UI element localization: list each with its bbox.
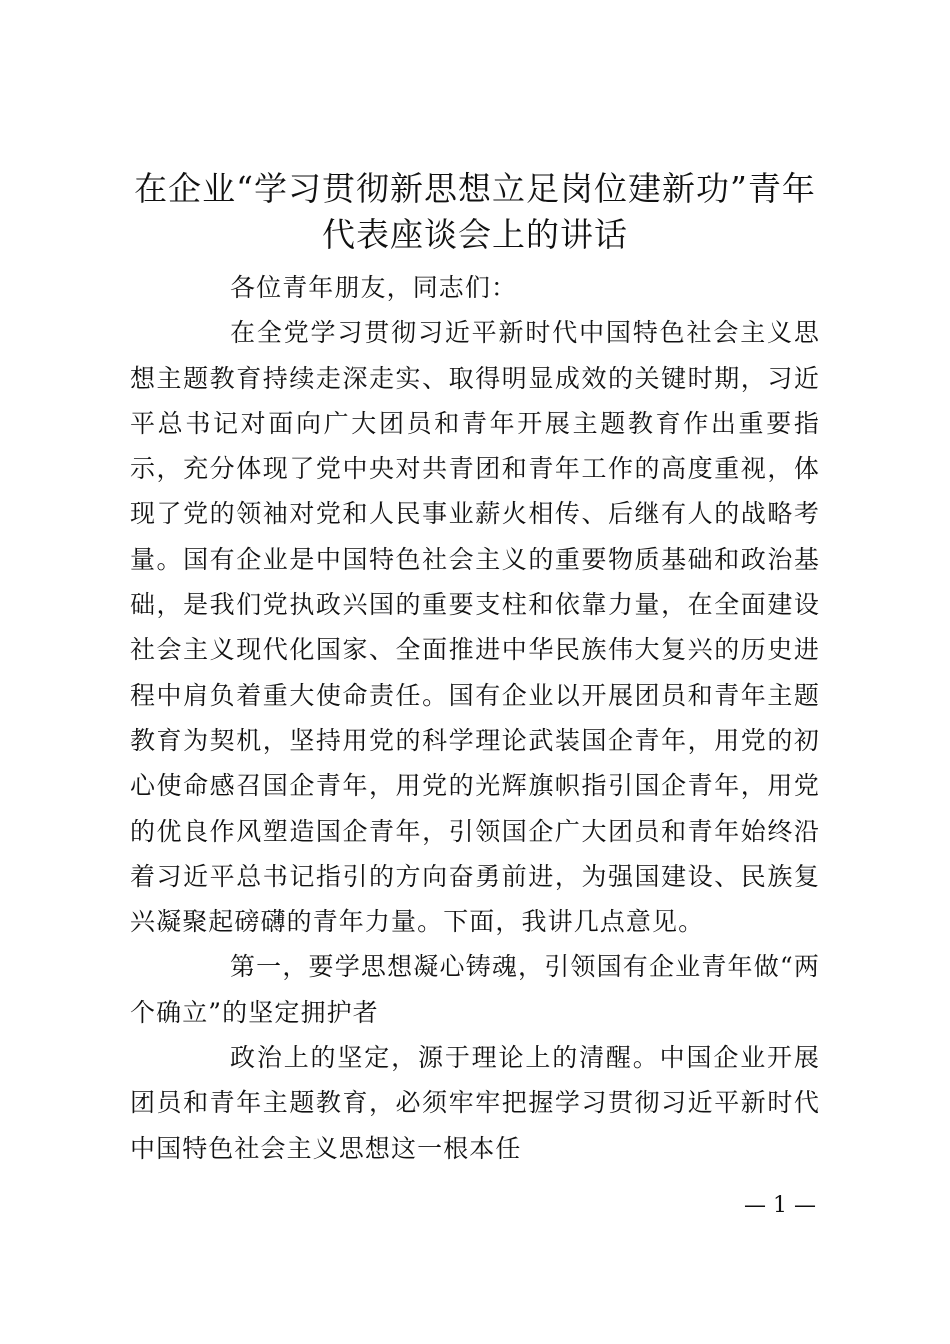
section-heading-1: 第一，要学思想凝心铸魂，引领国有企业青年做“两个确立”的坚定拥护者	[130, 952, 820, 1027]
paragraph-section-1: 政治上的坚定，源于理论上的清醒。中国企业开展团员和青年主题教育，必须牢牢把握学习贯彻习近平新时代中国特色社会主义思想这一根本任	[130, 1043, 820, 1163]
document-body	[130, 265, 820, 1171]
paragraph-intro: 在全党学习贯彻习近平新时代中国特色社会主义思想主题教育持续走深走实、取得明显成效的关键时期，习近平总书记对面向广大团员和青年开展主题教育作出重要指示，充分体现了党中央对共青团和青年工作的高度重视，体现了党的领袖对党和人民事业薪火相传、后继有人的战略考量。国有企业是中国特色社会主义的重要物质基础和政治基础，是我们党执政兴国的重要支柱和依靠力量，在全面建设社会主义现代化国家、全面推进中华民族伟大复兴的历史进程中肩负着重大使命责任。国有企业以开展团员和青年主题教育为契机，坚持用党的科学理论武装国企青年，用党的初心使命感召国企青年，用党的光辉旗帜指引国企青年，用党的优良作风塑造国企青年，引领国企广大团员和青年始终沿着习近平总书记指引的方向奋勇前进，为强国建设、民族复兴凝聚起磅礴的青年力量。下面，我讲几点意见。	[130, 318, 820, 937]
page-number: — 1 —	[744, 1193, 816, 1218]
document-title: 在企业“学习贯彻新思想立足岗位建新功”青年代表座谈会上的讲话	[134, 169, 816, 254]
salutation: 各位青年朋友，同志们：	[230, 273, 518, 302]
